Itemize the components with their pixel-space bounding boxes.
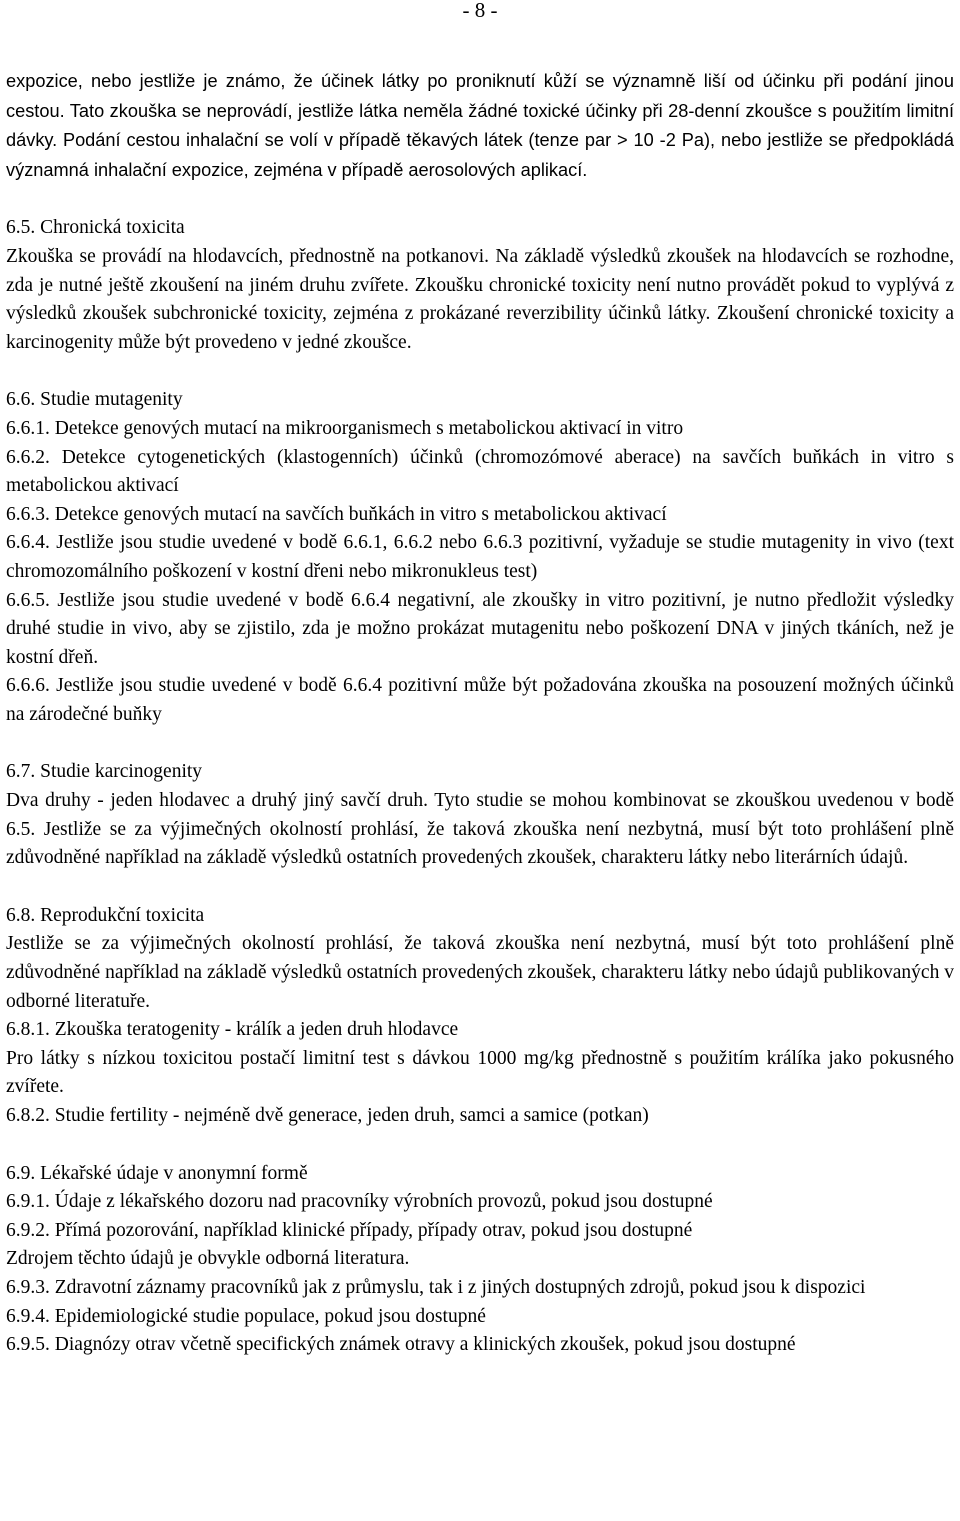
section-6-8-2: 6.8.2. Studie fertility - nejméně dvě generace, jeden druh, samci a samice (potkan): [6, 1105, 649, 1126]
section-6-6-heading: 6.6. Studie mutagenity: [6, 389, 183, 411]
section-6-9-5: 6.9.5. Diagnózy otrav včetně specifických známek otravy a klinických zkoušek, pokud jsou dostupné: [6, 1334, 796, 1356]
section-6-5-body: Na základě výsledků zkoušek na hlodavcích se rozhodne, zda je nutné ještě zkoušení na jiném druhu zvířete. Zkoušku chronické toxicity není nutno provádět pokud to vyplývá z výsledků zkoušek subchronické toxicity, zejména z prokázané reverzibility účinků látky. Zkoušení chronické toxicity a karcinogenity může být provedeno v jedné zkoušce.: [6, 245, 954, 353]
section-6-8-text: Jestliže se za výjimečných okolností prohlásí, že taková zkouška není nezbytná, musí být toto prohlášení plně zdůvodněné například na základě výsledků ostatních provedených zkoušek, charakteru látky nebo údajů publikovaných v odborné literatuře.: [6, 933, 954, 1012]
intro-text-part1: expozice, nebo jestliže je známo, že účinek látky po proniknutí kůží se významně liší od účinku při podání jinou cestou. Tato zkouška se neprovádí, jestliže látka neměla žádné toxické účinky při 28-denní zkoušce s použitím limitní dávky.: [6, 71, 954, 151]
section-6-5-text: [6, 243, 954, 357]
section-6-9-2: 6.9.2. Přímá pozorování, například klinické případy, případy otrav, pokud jsou dostupné: [6, 1219, 693, 1241]
intro-paragraph: [6, 67, 954, 185]
section-6-6-4: 6.6.4. Jestliže jsou studie uvedené v bodě 6.6.1, 6.6.2 nebo 6.6.3 pozitivní, vyžaduje se studie mutagenity in vivo (text chromozomálního poškození v kostní dřeni nebo mikronukleus test): [6, 532, 954, 582]
section-6-9-2-text: Zdrojem těchto údajů je obvykle odborná literatura.: [6, 1248, 410, 1270]
section-6-9-3: 6.9.3. Zdravotní záznamy pracovníků jak z průmyslu, tak i z jiných dostupných zdrojů, pokud jsou k dispozici: [6, 1276, 866, 1298]
section-6-6-6: 6.6.6. Jestliže jsou studie uvedené v bodě 6.6.4 pozitivní může být požadována zkouška na posouzení možných účinků na zárodečné buňky: [6, 675, 954, 725]
section-6-6-5: 6.6.5. Jestliže jsou studie uvedené v bodě 6.6.4 negativní, ale zkoušky in vitro pozitivní, je nutno předložit výsledky druhé studie in vivo, aby se zjistilo, zda je možno prokázat mutagenitu nebo poškození DNA v jiných tkáních, než je kostní dřeň.: [6, 589, 954, 668]
intro-text-part2: Podání cestou inhalační se volí v případě těkavých látek (tenze par > 10 -2 Pa), nebo jestliže se předpokládá významná inhalační expozice, zejména v případě aerosolových aplikací.: [6, 130, 955, 180]
section-6-7-text: Dva druhy - jeden hlodavec a druhý jiný savčí druh. Tyto studie se mohou kombinovat se zkouškou uvedenou v bodě 6.5. Jestliže se za výjimečných okolností prohlásí, že taková zkouška není nezbytná, musí být toto prohlášení plně zdůvodněné například na základě výsledků ostatních provedených zkoušek, charakteru látky nebo literárních údajů.: [6, 790, 954, 869]
section-6-7-heading: 6.7. Studie karcinogenity: [6, 761, 203, 783]
section-6-9-4: 6.9.4. Epidemiologické studie populace, pokud jsou dostupné: [6, 1305, 486, 1327]
section-6-9-heading: 6.9. Lékařské údaje v anonymní formě: [6, 1162, 308, 1184]
section-6-6-1: 6.6.1. Detekce genových mutací na mikroorganismech s metabolickou aktivací in vitro: [6, 417, 684, 439]
section-6-6-2: 6.6.2. Detekce cytogenetických (klastogenních) účinků (chromozómové aberace) na savčích buňkách in vitro s metabolickou aktivací: [6, 446, 954, 497]
document-body: [6, 67, 954, 1360]
section-6-8-1: 6.8.1. Zkouška teratogenity - králík a jeden druh hlodavce: [6, 1019, 459, 1041]
page-number: - 8 -: [462, 0, 498, 22]
section-6-5-line1: Zkouška se provádí na hlodavcích, přednostně na potkanovi.: [6, 245, 490, 267]
section-6-6-3: 6.6.3. Detekce genových mutací na savčích buňkách in vitro s metabolickou aktivací: [6, 503, 667, 525]
section-6-9-1: 6.9.1. Údaje z lékařského dozoru nad pracovníky výrobních provozů, pokud jsou dostupné: [6, 1191, 713, 1213]
section-6-8-1-text: Pro látky s nízkou toxicitou postačí limitní test s dávkou 1000 mg/kg přednostně s použitím králíka jako pokusného zvířete.: [6, 1047, 954, 1098]
section-6-8-heading: 6.8. Reprodukční toxicita: [6, 904, 205, 926]
section-6-5-heading: 6.5. Chronická toxicita: [6, 217, 185, 239]
